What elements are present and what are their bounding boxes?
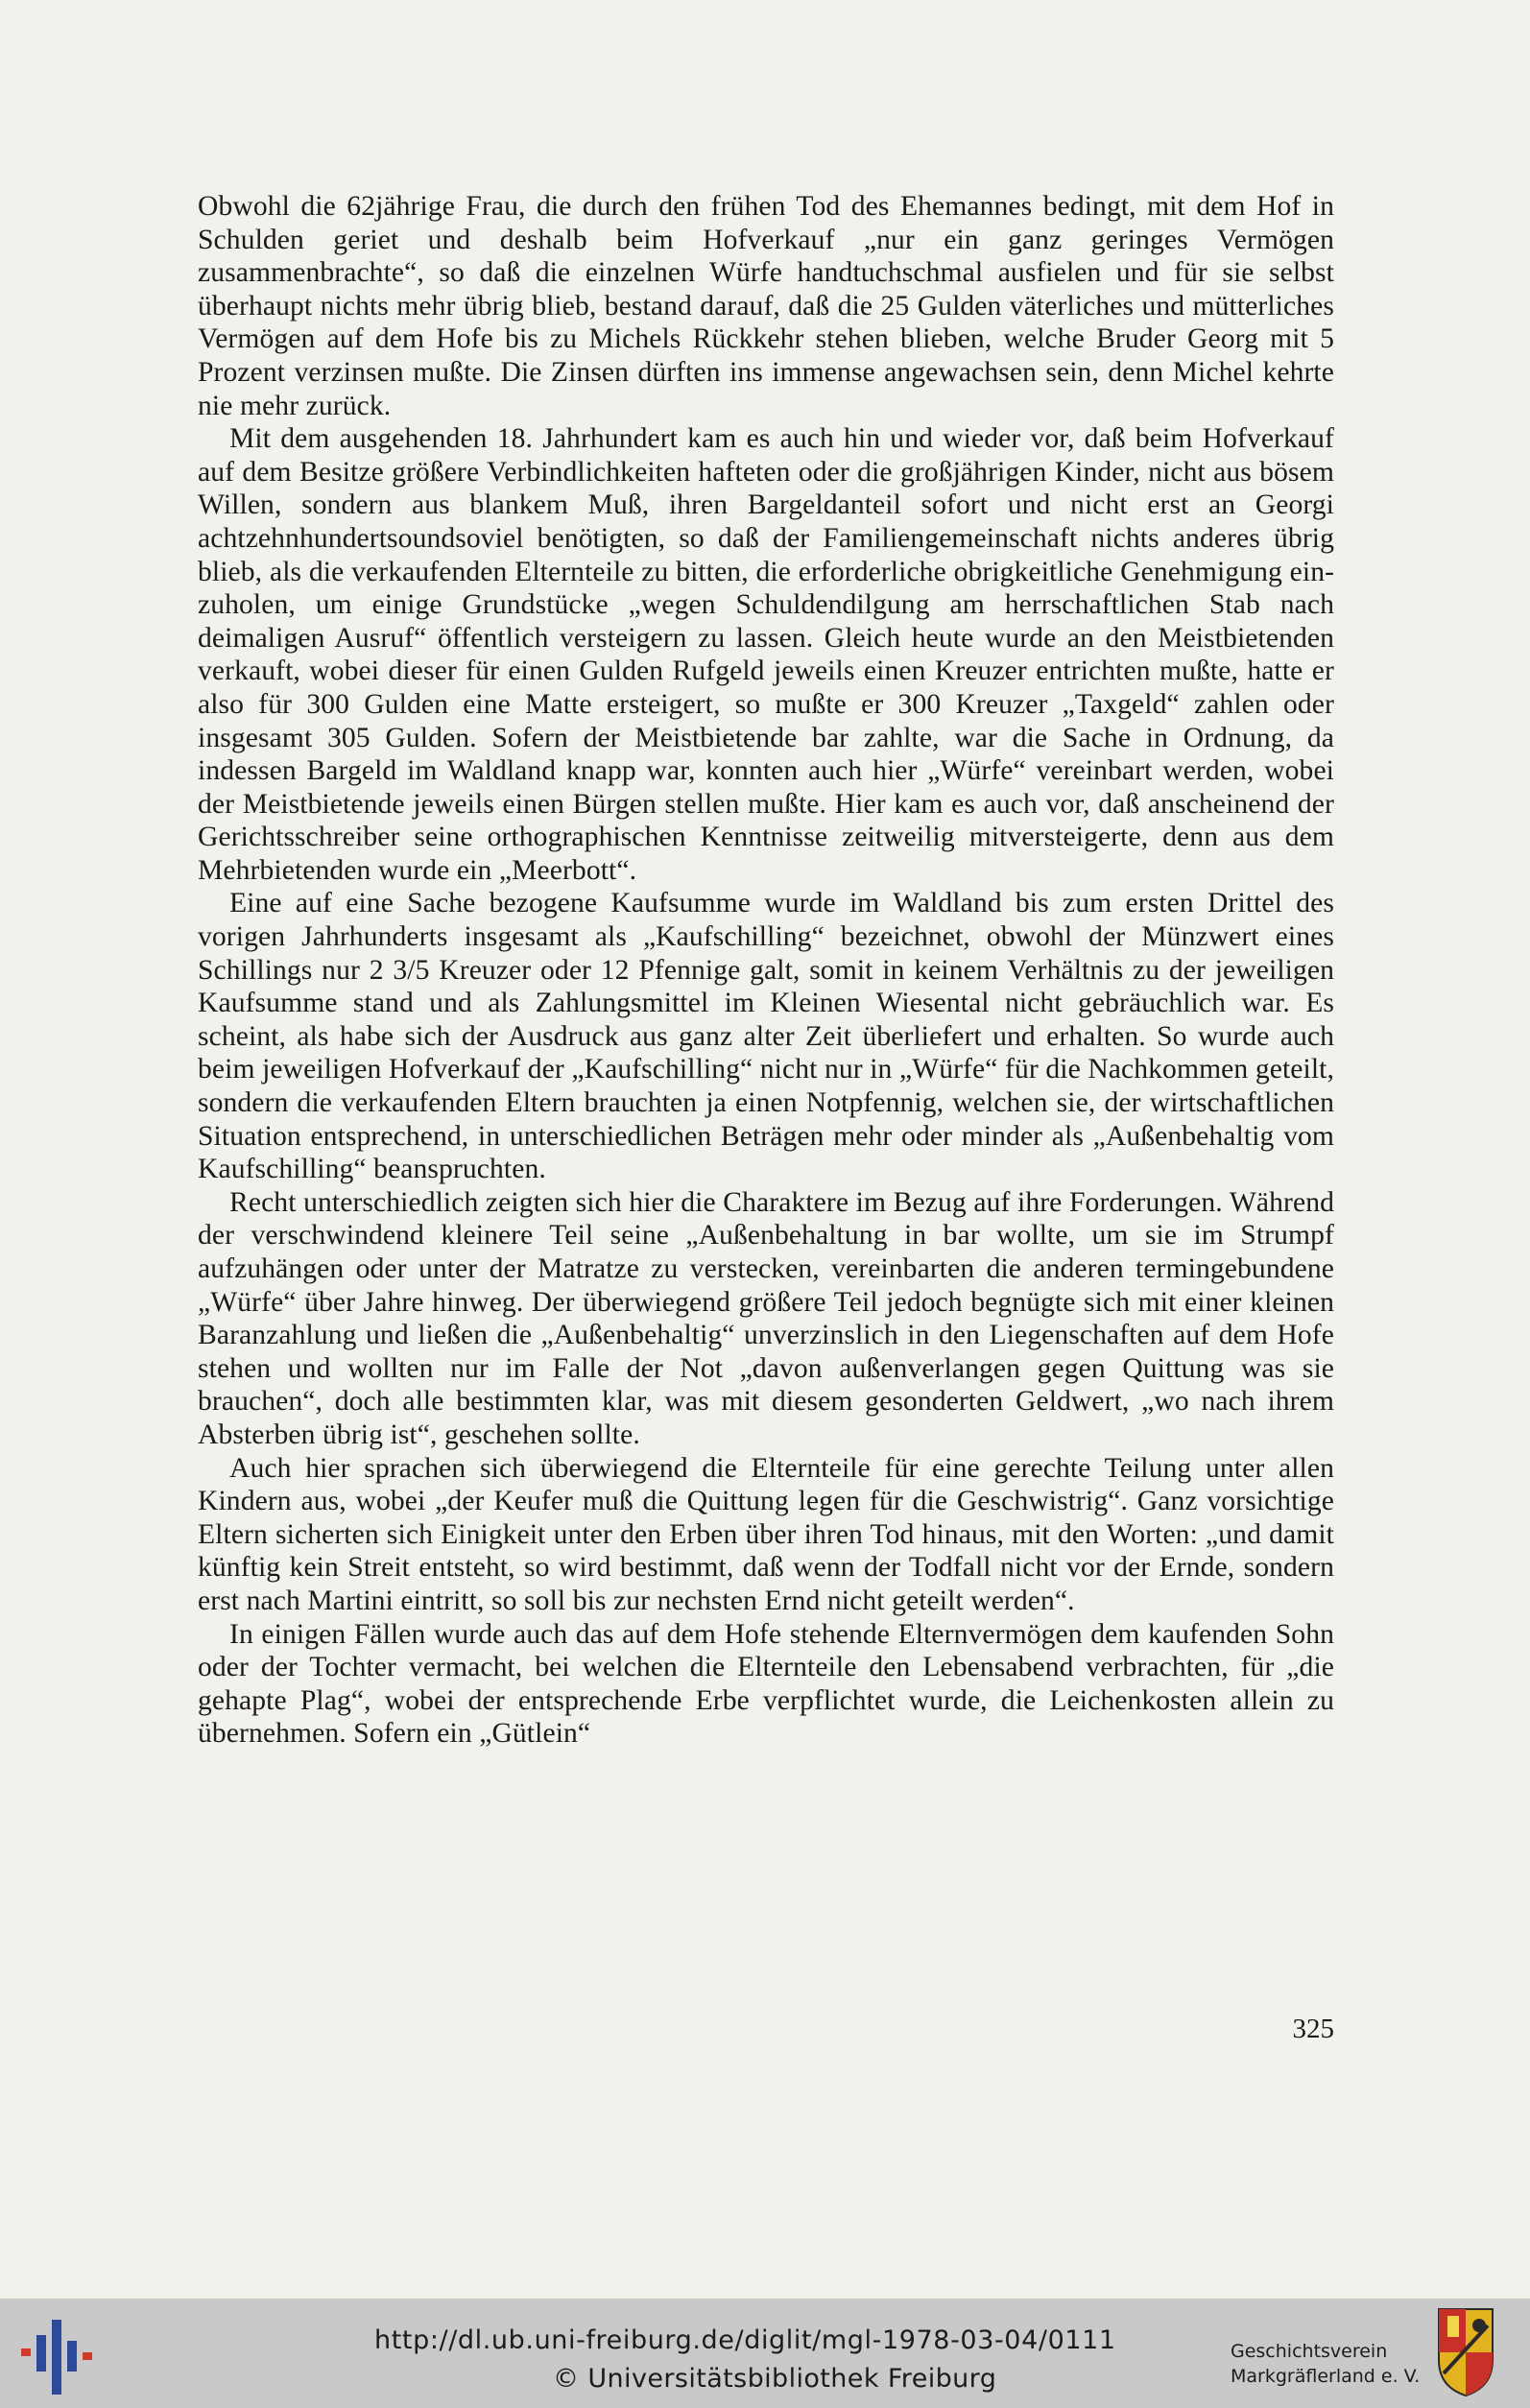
markgraeflerland-crest-icon xyxy=(1436,2306,1495,2398)
society-line-1: Geschichtsverein xyxy=(1231,2341,1388,2362)
body-text xyxy=(198,190,1334,1751)
paragraph: Obwohl die 62jährige Frau, die durch den frühen Tod des Ehemannes bedingt, mit dem Hof in Schulden geriet und deshalb beim Hofverkauf „nur ein ganz geringes Vermögen zusammenbrachte“, so daß die einzelnen Würfe handtuchschmal ausfielen und für sie selbst überhaupt nichts mehr übrig blieb, bestand darauf, daß die 25 Gulden väterliches und mütterliches Vermögen auf dem Hofe bis zu Michels Rückkehr stehen blieben, welche Bruder Georg mit 5 Prozent verzinsen mußte. Die Zinsen dürften ins immense angewachsen sein, denn Michel kehrte nie mehr zurück. xyxy=(198,191,1334,421)
footer-bar xyxy=(0,2299,1530,2408)
page-number: 325 xyxy=(1292,2014,1334,2044)
paragraph: Recht unterschiedlich zeigten sich hier die Charaktere im Bezug auf ihre Forderungen. Während der verschwindend kleinere Teil seine „Außenbehaltung in bar wollte, um sie im Strumpf aufzuhängen oder unter der Matratze zu verstecken, vereinbarten die anderen termingebundene „Würfe“ über Jahre hinweg. Der überwiegend größere Teil jedoch begnügte sich mit einer kleinen Baranzahlung und ließen die „Außenbehaltig“ unverzinslich in den Liegenschaften auf dem Hofe stehen und wollten nur im Falle der Not „davon außenverlangen gegen Quittung was sie brauchen“, doch alle bestimmten klar, was mit diesem gesonderten Geldwert, „wo nach ihrem Absterben übrig ist“, geschehen sollte. xyxy=(198,1186,1334,1450)
document-url-link[interactable]: http://dl.ub.uni-freiburg.de/diglit/mgl-1978-03-04/0111 xyxy=(374,2325,1116,2355)
ub-freiburg-logo-icon xyxy=(17,2314,98,2395)
copyright-text: © Universitätsbibliothek Freiburg xyxy=(553,2364,997,2394)
paragraph: In einigen Fällen wurde auch das auf dem Hofe stehende Elternvermögen dem kaufenden Sohn oder der Tochter vermacht, bei welchen die Elternteile den Lebensabend verbrachten, für „die gehapte Plag“, wobei der entsprechende Erbe verpflichtet wurde, die Leichenkosten allein zu übernehmen. Sofern ein „Gütlein“ xyxy=(198,1618,1334,1750)
society-line-2: Markgräflerland e. V. xyxy=(1231,2366,1421,2387)
paragraph: Eine auf eine Sache bezogene Kaufsumme wurde im Waldland bis zum ersten Drittel des vorigen Jahrhunderts insgesamt als „Kaufschilling“ bezeichnet, obwohl der Münzwert eines Schillings nur 2 3/5 Kreuzer oder 12 Pfennige galt, somit in keinem Verhältnis zu der jeweiligen Kaufsumme stand und als Zahlungsmittel im Kleinen Wiesental nicht gebräuchlich war. Es scheint, als habe sich der Ausdruck aus ganz alter Zeit überliefert und erhalten. So wurde auch beim jeweiligen Hofverkauf der „Kaufschilling“ nicht nur in „Würfe“ für die Nachkommen geteilt, sondern die verkaufenden Eltern brauchten ja einen Notpfennig, welchen sie, der wirtschaftlichen Situation entsprechend, in unterschiedlichen Beträgen mehr oder minder als „Außenbehaltig vom Kaufschilling“ beanspruchten. xyxy=(198,888,1334,1185)
paragraph: Mit dem ausgehenden 18. Jahrhundert kam es auch hin und wieder vor, daß beim Hofverkauf auf dem Besitze größere Verbindlichkeiten hafteten oder die großjährigen Kinder, nicht aus bösem Willen, sondern aus blankem Muß, ihren Bargeldanteil sofort und nicht erst an Georgi achtzehnhundertsoundsoviel benötigten, so daß der Familiengemeinschaft nichts anderes übrig blieb, als die verkaufenden Elternteile zu bitten, die erforderliche obrigkeitliche Genehmigung einzuholen, um einige Grundstücke „wegen Schuldendilgung am herrschaftlichen Stab nach deimaligen Ausruf“ öffentlich versteigern zu lassen. Gleich heute wurde an den Meistbietenden verkauft, wobei dieser für einen Gulden Rufgeld jeweils einen Kreuzer entrichten mußte, hatte er also für 300 Gulden eine Matte ersteigert, so mußte er 300 Kreuzer „Taxgeld“ zahlen oder insgesamt 305 Gulden. Sofern der Meistbietende bar zahlte, war die Sache in Ordnung, da indessen Bargeld im Waldland knapp war, konnten auch hier „Würfe“ vereinbart werden, wobei der Meistbietende jeweils einen Bürgen stellen mußte. Hier kam es auch vor, daß anscheinend der Gerichtsschreiber seine orthographischen Kenntnisse zeitweilig mitversteigerte, denn aus dem Mehrbietenden wurde ein „Meerbott“. xyxy=(198,423,1334,886)
society-name xyxy=(1231,2339,1420,2389)
paragraph: Auch hier sprachen sich überwiegend die Elternteile für eine gerechte Teilung unter allen Kindern aus, wobei „der Keufer muß die Quittung legen für die Geschwistrig“. Ganz vorsichtige Eltern sicherten sich Einigkeit unter den Erben über ihren Tod hinaus, mit den Worten: „und damit künftig kein Streit entsteht, so wird bestimmt, daß wenn der Todfall nicht vor der Ernde, sondern erst nach Martini eintritt, so soll bis zur nechsten Ernd nicht geteilt werden“. xyxy=(198,1452,1334,1616)
